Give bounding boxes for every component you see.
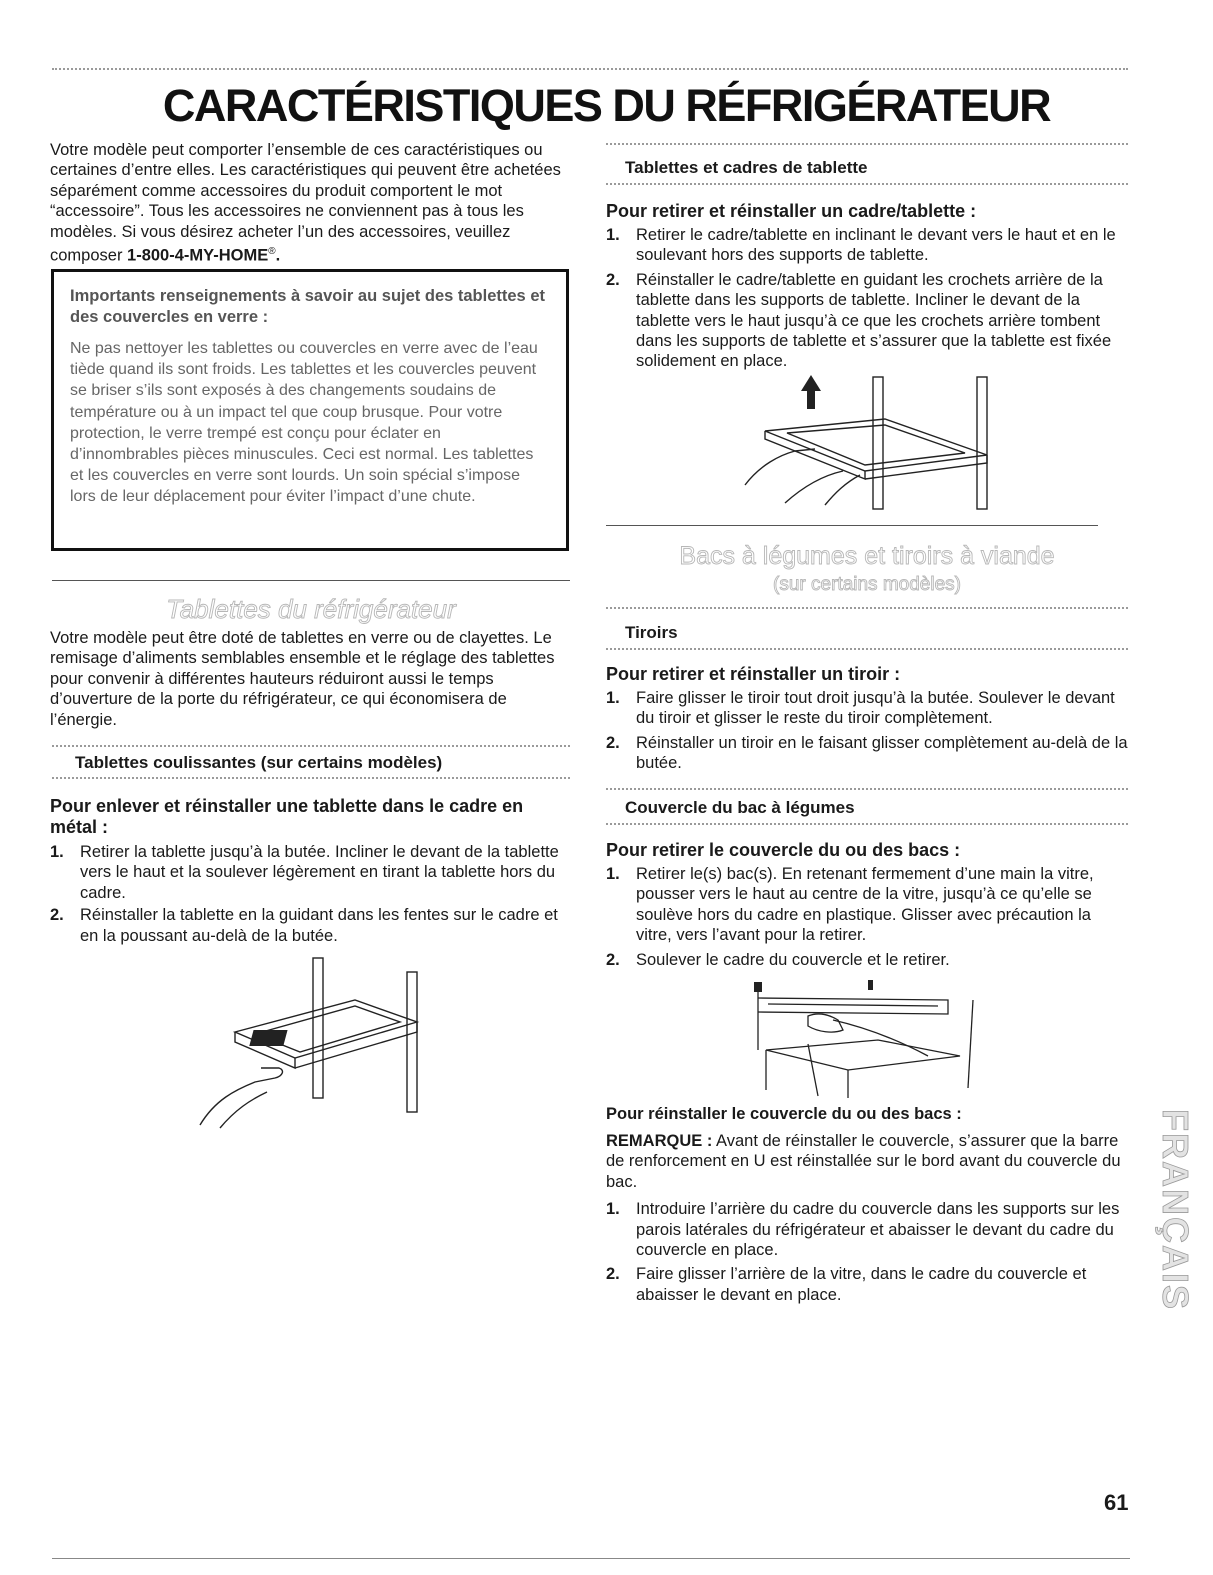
drawers-rule-bottom [606,648,1128,650]
bottom-rule [52,1558,1130,1559]
step-number: 2. [606,270,620,289]
crisper-cover-illustration [748,980,988,1098]
step-text: Réinstaller un tiroir en le faisant glisser complètement au-delà de la butée. [636,733,1128,773]
top-dotted-rule [52,68,1128,70]
warning-body: Ne pas nettoyer les tablettes ou couvercles en verre avec de l’eau tiède quand ils sont froids. Les tablettes et les couvercles peuvent se briser s’ils sont exposés à des changements soudains de température ou à un impact tel que coup brusque. Pour votre protection, le verre trempé est conçu pour éclater en d’innombrables pièces minuscules. Ceci est normal. Les tablettes et les couvercles en verre sont lourds. Un soin spécial s’impose lors de leur déplacement pour éviter l’impact d’une chute. [70,340,538,506]
frames-howto: Pour retirer et réinstaller un cadre/tablette : [606,201,977,221]
step-text: Retirer le(s) bac(s). En retenant fermement d’une main la vitre, pousser vers le haut au centre de la vitre, jusqu’à ce qu’elle se soulève hors du cadre en plastique. Glisser avec précaution la vitre, vers l’avant pour la retirer. [636,865,1094,945]
bins-rule [606,525,1098,526]
intro-body: Votre modèle peut comporter l’ensemble de ces caractéristiques ou certaines d’entre elles. Les caractéristiques qui peuvent être achetées séparément comme accessoires du produit comportent le mot “accessoire”. Tous les accessoires ne conviennent pas à tous les modèles. Si vous désirez acheter l’un des accessoires, veuillez composer [50,141,561,265]
bins-subheading: (sur certains modèles) [773,574,961,595]
list-item [606,688,1128,729]
list-item [606,270,1128,372]
frames-steps [606,225,1128,372]
list-item [606,1264,1128,1305]
slide-rule-top [52,745,570,747]
note-text [606,1131,1128,1192]
warning-title: Importants renseignements à savoir au sujet des tablettes et des couvercles en verre : [70,287,545,326]
shelves-rule [52,580,570,581]
phone-number: 1-800-4-MY-HOME [127,246,269,265]
page-title: CARACTÉRISTIQUES DU RÉFRIGÉRATEUR [162,80,1051,131]
step-number: 2. [606,733,620,752]
phone-mark: ® [268,246,276,258]
slide-title-text: Tablettes coulissantes (sur certains modèles) [75,753,443,772]
warning-box [51,269,569,551]
frames-instructions [606,201,1128,372]
cover-title [625,797,855,818]
slide-instructions [50,796,570,946]
cover-howto: Pour retirer le couvercle du ou des bacs : [606,840,961,860]
sliding-shelf-illustration [195,950,445,1130]
list-item [606,733,1128,774]
shelves-heading: Tablettes du réfrigérateur [166,594,456,624]
step-text: Retirer le cadre/tablette en inclinant le devant vers le haut et en le soulevant hors des supports de tablette. [636,226,1116,265]
step-text: Introduire l’arrière du cadre du couvercle dans les supports sur les parois latérales du réfrigérateur et abaisser le devant du cadre du couvercle en place. [636,1200,1120,1260]
step-number: 1. [606,226,620,244]
step-number: 1. [606,1200,620,1219]
drawers-steps [606,688,1128,774]
shelf-frame-illustration [725,375,995,515]
reinstall-section [606,1104,1128,1305]
drawers-title-text: Tiroirs [625,623,678,642]
step-number: 2. [606,950,620,969]
frames-rule-top [606,143,1128,145]
step-number: 1. [606,865,620,883]
drawers-title [625,622,678,643]
frames-title-text: Tablettes et cadres de tablette [625,158,868,177]
step-text: Réinstaller la tablette en la guidant dans les fentes sur le cadre et en la poussant au-delà de la butée. [80,906,558,945]
bins-heading: Bacs à légumes et tiroirs à viande [679,542,1055,570]
intro-text [50,140,570,266]
cover-title-text: Couvercle du bac à légumes [625,798,855,817]
list-item [606,950,1128,970]
list-item [606,225,1128,266]
step-text: Réinstaller le cadre/tablette en guidant les crochets arrière de la tablette dans les supports de tablette. Incliner le devant de la tablette vers le haut jusqu’à ce que les crochets arrière tombent dans les supports de tablette et s’assurer que la tablette est fixée solidement en place. [636,270,1112,371]
shelves-section [50,628,570,730]
drawers-instructions [606,664,1128,774]
list-item [606,1199,1128,1260]
list-item [606,864,1128,946]
frames-rule-bottom [606,183,1128,185]
list-item [50,905,570,946]
step-number: 1. [606,689,620,707]
drawers-rule-top [606,607,1128,609]
list-item [50,842,570,903]
side-tab-label: FRANÇAIS [1155,1109,1196,1311]
slide-howto: Pour enlever et réinstaller une tablette dans le cadre en métal : [50,796,524,837]
reinstall-howto: Pour réinstaller le couvercle du ou des bacs : [606,1105,962,1123]
page-number: 61 [1104,1490,1129,1515]
cover-rule-top [606,788,1128,790]
cover-steps [606,864,1128,970]
drawers-howto: Pour retirer et réinstaller un tiroir : [606,664,901,684]
frames-title [625,157,868,178]
note-label: REMARQUE : [606,1132,713,1150]
note-body: Avant de réinstaller le couvercle, s’assurer que la barre de renforcement en U est réinstallée sur le bord avant du couvercle du bac. [606,1132,1121,1191]
step-number: 2. [606,1265,620,1284]
slide-title [75,752,442,773]
cover-instructions [606,840,1128,970]
step-text: Faire glisser l’arrière de la vitre, dans le cadre du couvercle et abaisser le devant en place. [636,1265,1087,1304]
slide-steps [50,842,570,946]
step-number: 1. [50,843,64,861]
slide-rule-bottom [52,777,570,779]
intro-section [50,140,570,266]
reinstall-steps [606,1199,1128,1305]
step-text: Soulever le cadre du couvercle et le retirer. [636,950,950,969]
cover-rule-bottom [606,823,1128,825]
step-text: Retirer la tablette jusqu’à la butée. Incliner le devant de la tablette vers le haut et la soulever légèrement en tirant la tablette hors du cadre. [80,843,559,902]
step-number: 2. [50,906,64,925]
language-side-tab [1150,1085,1196,1335]
step-text: Faire glisser le tiroir tout droit jusqu’à la butée. Soulever le devant du tiroir et glisser le reste du tiroir complètement. [636,689,1115,728]
intro-end: . [275,246,281,265]
shelves-text: Votre modèle peut être doté de tablettes en verre ou de clayettes. Le remisage d’aliments semblables ensemble et le réglage des tablettes pour convenir à différentes hauteurs réduiront aussi le temps d’ouverture de la porte du réfrigérateur, ce qui économisera de l’énergie. [50,629,555,729]
